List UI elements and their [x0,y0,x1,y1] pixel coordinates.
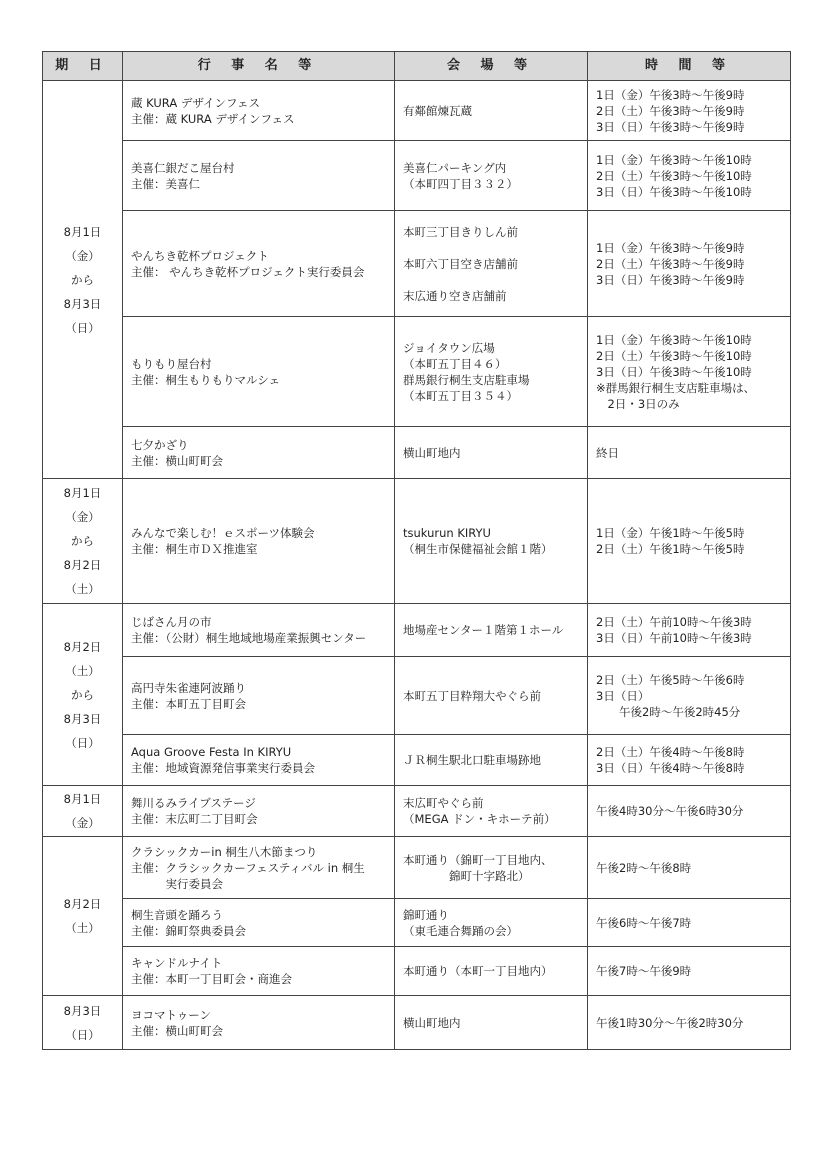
time-cell: 午後1時30分～午後2時30分 [588,996,791,1050]
venue-cell: ジョイタウン広場 （本町五丁目４６） 群馬銀行桐生支店駐車場 （本町五丁目３５４） [395,317,588,427]
date-cell: 8月3日 （日） [43,996,123,1050]
time-cell: 2日（土）午後4時～午後8時 3日（日）午後4時～午後8時 [588,735,791,786]
event-cell: Aqua Groove Festa In KIRYU 主催：地域資源発信事業実行委員会 [123,735,395,786]
time-cell: 1日（金）午後3時～午後9時 2日（土）午後3時～午後9時 3日（日）午後3時～午後9時 [588,81,791,141]
time-cell: 午後4時30分～午後6時30分 [588,786,791,837]
time-cell: 2日（土）午前10時～午後3時 3日（日）午前10時～午後3時 [588,604,791,657]
venue-cell: ＪＲ桐生駅北口駐車場跡地 [395,735,588,786]
schedule-table [42,51,791,1050]
schedule-body [43,81,791,1050]
event-cell: 蔵 KURA デザインフェス 主催：蔵 KURA デザインフェス [123,81,395,141]
event-cell: やんちき乾杯プロジェクト 主催： やんちき乾杯プロジェクト実行委員会 [123,211,395,317]
header-row [43,52,791,81]
event-cell: クラシックカーin 桐生八木節まつり 主催：クラシックカーフェスティバル in 桐生 実行委員会 [123,837,395,899]
venue-cell: 本町通り（錦町一丁目地内、 錦町十字路北） [395,837,588,899]
table-row [43,81,791,141]
date-cell: 8月2日 （土） から 8月3日 （日） [43,604,123,786]
table-row [43,735,791,786]
venue-cell: 有鄰館煉瓦蔵 [395,81,588,141]
time-cell: 1日（金）午後1時～午後5時 2日（土）午後1時～午後5時 [588,479,791,604]
event-cell: 舞川るみライブステージ 主催：末広町二丁目町会 [123,786,395,837]
table-row [43,996,791,1050]
date-cell: 8月2日 （土） [43,837,123,996]
venue-cell: 錦町通り （東毛連合舞踊の会） [395,899,588,947]
date-cell: 8月1日 （金） から 8月3日 （日） [43,81,123,479]
time-cell: 午後6時～午後7時 [588,899,791,947]
header-time: 時 間 等 [588,52,791,81]
date-cell: 8月1日 （金） [43,786,123,837]
time-cell: 1日（金）午後3時～午後10時 2日（土）午後3時～午後10時 3日（日）午後3時～午後10時 [588,141,791,211]
event-cell: キャンドルナイト 主催：本町一丁目町会・商進会 [123,947,395,996]
time-cell: 終日 [588,427,791,479]
venue-cell: 末広町やぐら前 （MEGA ドン・キホーテ前） [395,786,588,837]
table-row [43,427,791,479]
date-cell: 8月1日 （金） から 8月2日 （土） [43,479,123,604]
table-row [43,657,791,735]
table-row [43,899,791,947]
event-cell: じばさん月の市 主催：（公財）桐生地域地場産業振興センター [123,604,395,657]
header-date: 期 日 [43,52,123,81]
event-cell: ヨコマトゥーン 主催：横山町町会 [123,996,395,1050]
venue-cell: 地場産センター１階第１ホール [395,604,588,657]
event-cell: 七夕かざり 主催：横山町町会 [123,427,395,479]
venue-cell: 本町三丁目きりしん前 本町六丁目空き店舗前 末広通り空き店舗前 [395,211,588,317]
event-cell: 美喜仁銀だこ屋台村 主催：美喜仁 [123,141,395,211]
venue-cell: 美喜仁パーキング内 （本町四丁目３３２） [395,141,588,211]
time-cell: 午後2時～午後8時 [588,837,791,899]
event-cell: 桐生音頭を踊ろう 主催：錦町祭典委員会 [123,899,395,947]
table-row [43,479,791,604]
venue-cell: tsukurun KIRYU （桐生市保健福祉会館１階） [395,479,588,604]
venue-cell: 横山町地内 [395,996,588,1050]
table-row [43,141,791,211]
time-cell: 午後7時～午後9時 [588,947,791,996]
table-row [43,211,791,317]
event-cell: 高円寺朱雀連阿波踊り 主催：本町五丁目町会 [123,657,395,735]
header-venue: 会 場 等 [395,52,588,81]
venue-cell: 本町五丁目粋翔大やぐら前 [395,657,588,735]
table-row [43,947,791,996]
venue-cell: 横山町地内 [395,427,588,479]
time-cell: 1日（金）午後3時～午後10時 2日（土）午後3時～午後10時 3日（日）午後3時～午後10時 ※群馬銀行桐生支店駐車場は、 2日・3日のみ [588,317,791,427]
time-cell: 2日（土）午後5時～午後6時 3日（日） 午後2時～午後2時45分 [588,657,791,735]
table-row [43,837,791,899]
venue-cell: 本町通り（本町一丁目地内） [395,947,588,996]
table-row [43,317,791,427]
table-row [43,786,791,837]
event-cell: もりもり屋台村 主催：桐生もりもりマルシェ [123,317,395,427]
table-row [43,604,791,657]
time-cell: 1日（金）午後3時～午後9時 2日（土）午後3時～午後9時 3日（日）午後3時～午後9時 [588,211,791,317]
header-event: 行 事 名 等 [123,52,395,81]
event-cell: みんなで楽しむ！ｅスポーツ体験会 主催：桐生市ＤＸ推進室 [123,479,395,604]
